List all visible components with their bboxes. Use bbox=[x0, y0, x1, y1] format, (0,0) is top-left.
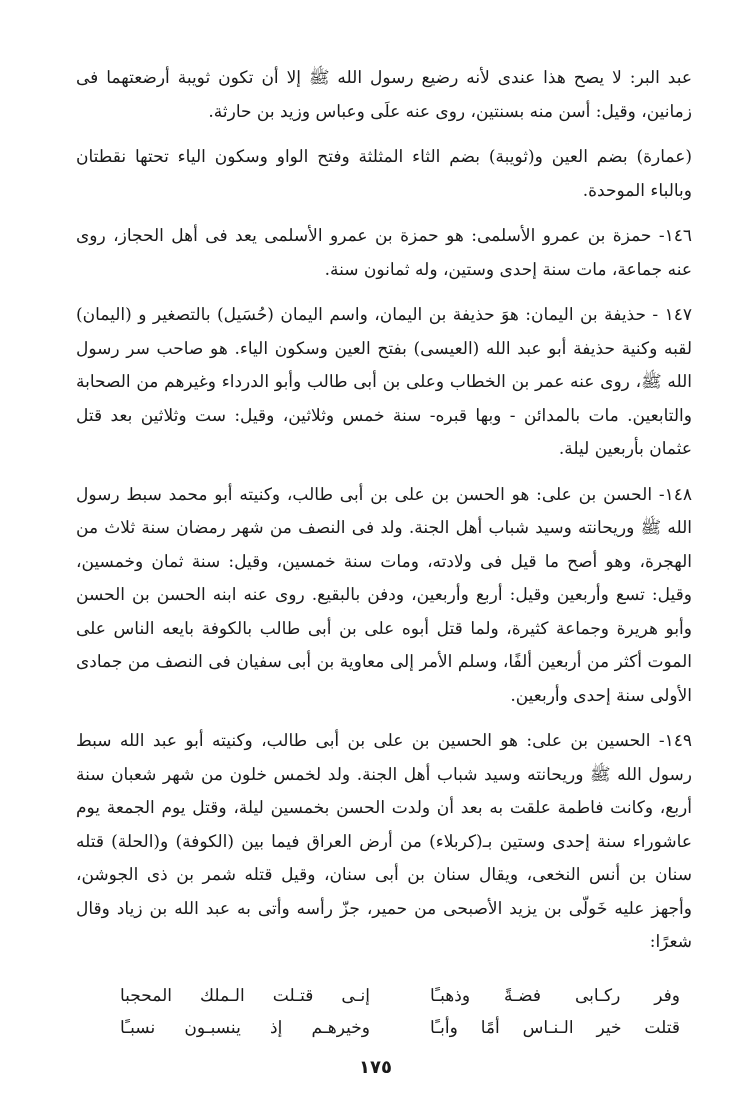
entry-146-hamza: ١٤٦- حمزة بن عمرو الأسلمى: هو حمزة بن عمرو الأسلمى يعد فى أهل الحجاز، روى عنه جماعة، مات سنة إحدى وستين، وله ثمانون سنة. bbox=[76, 226, 692, 280]
poem-hemistich-first: قتلت خير الـنـاس أمًا وأبـًا bbox=[430, 1018, 680, 1038]
poem-hemistich-second: وخيرهـم إذ ينسبـون نسبـًا bbox=[120, 1018, 370, 1038]
poem-verse bbox=[120, 980, 680, 1012]
paragraph-spelling-note: (عمارة) بضم العين و(ثويبة) بضم الثاء المثلثة وفتح الواو وسكون الياء تحتها نقطتان وبالباء الموحدة. bbox=[76, 147, 692, 201]
poem-hemistich-first: وفر ركـابى فضـةً وذهبـًا bbox=[430, 986, 680, 1006]
entry-148-hasan: ١٤٨- الحسن بن على: هو الحسن بن على بن أبى طالب، وكنيته أبو محمد سبط رسول الله ﷺ وريحانته وسيد شباب أهل الجنة. ولد فى النصف من شهر رمضان سنة ثلاث من الهجرة، وهو أصح ما قيل فى ولادته، ومات سنة خمسين، وقيل: سنة ثمان وخمسين، وقيل: تسع وأربعين وقيل: أربع وأربعين، ودفن بالبقيع. روى عنه ابنه الحسن بن الحسن وأبو هريرة وجماعة كثيرة، ولما قتل أبوه على بن أبى طالب بالكوفة بايعه الناس على الموت أكثر من أربعين ألفًا، وسلم الأمر إلى معاوية بن أبى سفيان فى النصف من جمادى الأولى سنة إحدى وأربعين. bbox=[76, 484, 692, 706]
poem-verse bbox=[120, 1012, 680, 1044]
body-text bbox=[76, 62, 692, 960]
entry-149-husayn: ١٤٩- الحسين بن على: هو الحسين بن على بن أبى طالب، وكنيته أبو عبد الله سبط رسول الله ﷺ وريحانته وسيد شباب أهل الجنة. ولد لخمس خلون من شهر شعبان سنة أربع، وكانت فاطمة علقت به بعد أن ولدت الحسن بخمسين ليلة، وقتل يوم الجمعة يوم عاشوراء سنة إحدى وستين بـ(كربلاء) من أرض العراق فيما بين (الكوفة) و(الحلة) قتله سنان بن أنس النخعى، ويقال سنان بن أبى سنان، وقيل قتله شمر بن ذى الجوشن، وأجهز عليه خَولّى بن يزيد الأصبحى من حمير، جزّ رأسه وأتى به عبد الله بن زياد وقال شعرًا: bbox=[76, 731, 692, 952]
paragraph-ibn-abd-al-barr-note: عبد البر: لا يصح هذا عندى لأنه رضيع رسول الله ﷺ إلا أن تكون ثويبة أرضعتهما فى زمانين، وقيل: أسن منه بسنتين، روى عنه علَى وعباس وزيد بن حارثة. bbox=[76, 68, 692, 122]
entry-147-hudhayfa: ١٤٧ - حذيفة بن اليمان: هوَ حذيفة بن اليمان، واسم اليمان (حُسَيل) بالتصغير و (اليمان) لقبه وكنية حذيفة أبو عبد الله (العيسى) بفتح العين وسكون الياء. هو صاحب سر رسول الله ﷺ، روى عنه عمر بن الخطاب وعلى بن أبى طالب وأبو الدرداء وغيرهم من الصحابة والتابعين. مات بالمدائن - وبها قبره- سنة خمس وثلاثين، وقيل: ست وثلاثين بعد قتل عثمان بأربعين ليلة. bbox=[76, 305, 692, 459]
poem bbox=[120, 980, 680, 1044]
page-number: ١٧٥ bbox=[359, 1057, 392, 1078]
poem-hemistich-second: إنـى قتـلت الـملك المحجبا bbox=[120, 986, 370, 1006]
